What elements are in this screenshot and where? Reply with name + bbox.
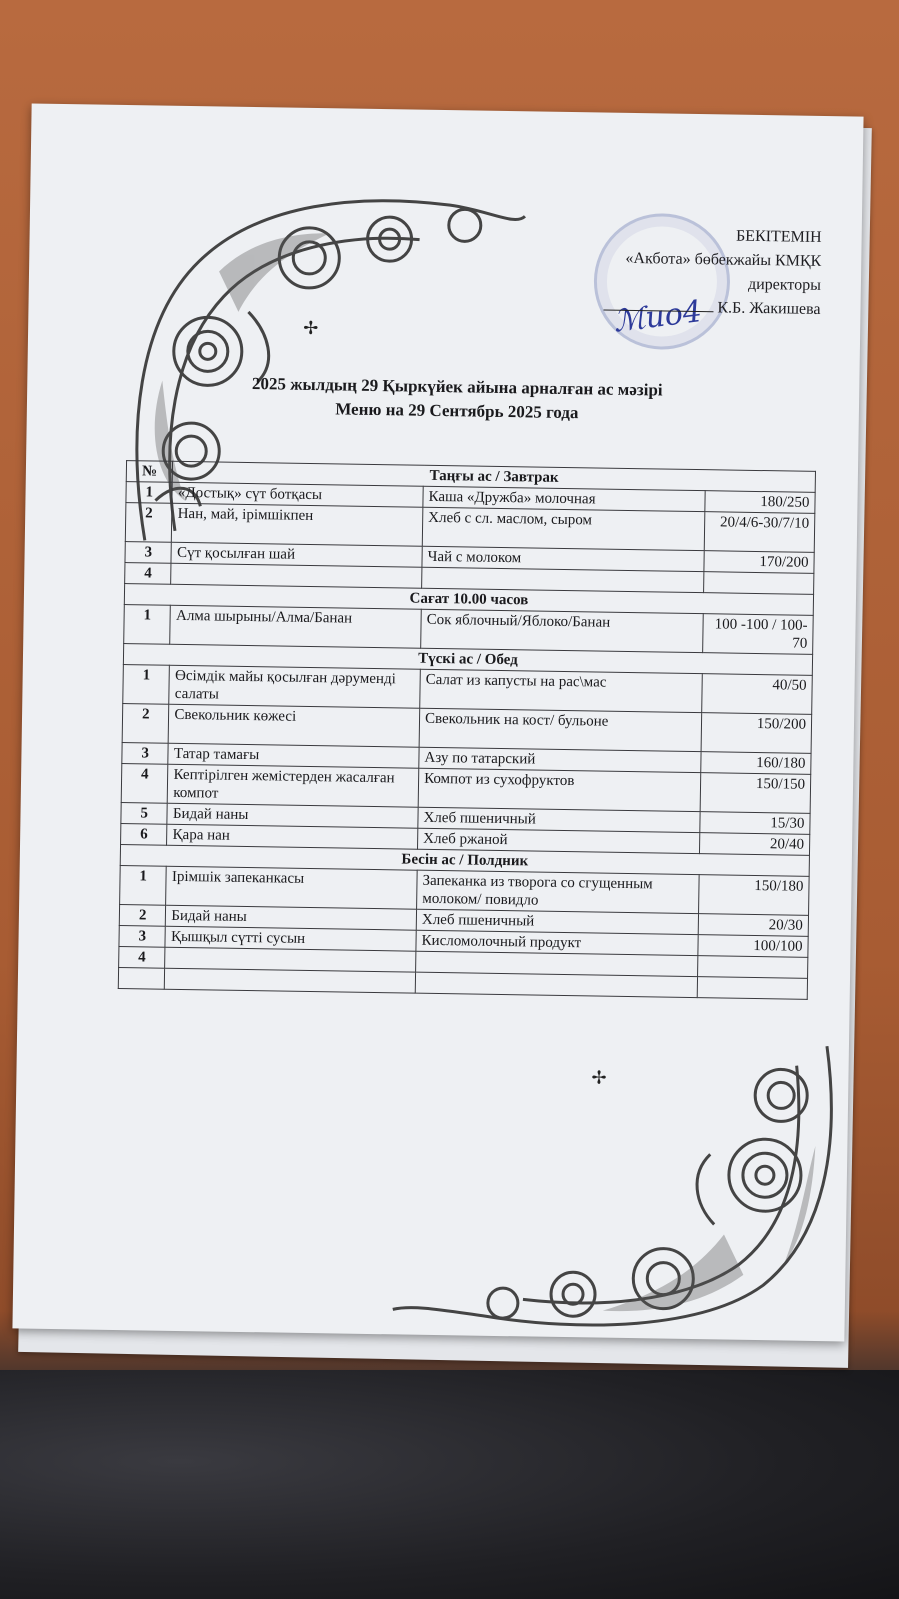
dish-kz: Сүт қосылған шай <box>171 542 422 567</box>
approval-organization: «Акбота» бөбекжайы КМҚК <box>625 249 822 270</box>
dish-weight: 150/200 <box>701 713 812 754</box>
row-number <box>118 968 165 990</box>
dish-weight: 150/180 <box>698 875 809 916</box>
ornament-bottom-right <box>382 1029 847 1336</box>
dish-ru: Запеканка из творога со сгущенным молоком/ повидло <box>417 870 699 913</box>
dish-weight: 40/50 <box>701 674 812 715</box>
menu-sheet <box>12 104 863 1342</box>
dish-ru: Кисломолочный продукт <box>416 930 698 955</box>
dish-weight: 160/180 <box>700 752 811 775</box>
dish-kz: Кептірілген жемістерден жасалған компот <box>168 764 419 807</box>
dish-ru: Сок яблочный/Яблоко/Банан <box>421 609 703 652</box>
row-number: 2 <box>119 905 166 927</box>
lunch-header: Түскі ас / Обед <box>123 644 812 676</box>
dish-kz: Свекольник көжесі <box>169 704 420 747</box>
dish-weight <box>697 977 808 1000</box>
dish-weight <box>697 956 808 979</box>
dish-ru: Чай с молоком <box>422 546 704 571</box>
title-ru: Меню на 29 Сентябрь 2025 года <box>335 399 579 423</box>
dish-weight: 15/30 <box>699 812 810 835</box>
dish-kz: Бидай наны <box>167 803 418 828</box>
dish-kz: «Достық» сүт ботқасы <box>172 482 423 507</box>
dish-kz: Өсімдік майы қосылған дәруменді салаты <box>169 665 420 708</box>
approval-name-line <box>603 295 820 322</box>
row-number: 3 <box>122 743 169 765</box>
afternoon-snack-header: Бесін ас / Полдник <box>120 845 809 877</box>
row-number: 3 <box>119 926 166 948</box>
row-number: 1 <box>124 605 171 645</box>
dish-kz: Қара нан <box>167 824 418 849</box>
dish-weight: 180/250 <box>704 491 815 514</box>
director-signature: ℳuo4 <box>611 294 704 340</box>
breakfast-header: Таңғы ас / Завтрак <box>173 461 816 492</box>
row-number: 2 <box>125 503 172 543</box>
dish-weight: 170/200 <box>704 551 815 574</box>
dish-kz: Ірімшік запеканкасы <box>166 866 417 909</box>
cross-ornament-bottom: ✢ <box>591 1067 607 1088</box>
cross-ornament-top: ✢ <box>303 317 319 339</box>
title-kz: 2025 жылдың 29 Қыркүйек айына арналған ас мәзірі <box>251 374 663 400</box>
row-number: 4 <box>121 764 168 804</box>
dish-weight: 150/150 <box>700 773 811 814</box>
number-column-header: № <box>126 461 173 483</box>
row-number: 1 <box>123 665 170 705</box>
dish-ru: Свекольник на кост/ бульоне <box>419 708 701 751</box>
dish-kz: Алма шырыны/Алма/Банан <box>170 605 421 648</box>
dish-ru: Компот из сухофруктов <box>418 768 700 811</box>
dish-weight: 100/100 <box>697 935 808 958</box>
row-number: 1 <box>120 866 167 906</box>
menu-table <box>118 460 816 1000</box>
approval-name: К.Б. Жакишева <box>717 299 821 318</box>
row-number: 4 <box>125 563 172 585</box>
snack-10-header: Сағат 10.00 часов <box>124 584 813 616</box>
dish-kz: Нан, май, ірімшікпен <box>172 503 423 546</box>
dish-ru: Азу по татарский <box>419 747 701 772</box>
row-number: 5 <box>121 803 168 825</box>
dish-weight <box>703 572 814 595</box>
signature-line <box>603 310 713 313</box>
dish-ru: Хлеб пшеничный <box>416 909 698 934</box>
menu-title <box>147 370 768 428</box>
dish-weight: 20/4/6-30/7/10 <box>704 512 815 553</box>
dish-ru <box>415 972 697 997</box>
dish-ru: Каша «Дружба» молочная <box>423 486 705 511</box>
row-number: 2 <box>122 704 169 744</box>
dish-weight: 100 -100 / 100-70 <box>702 614 813 655</box>
dish-weight: 20/40 <box>699 833 810 856</box>
desk-surface <box>0 1370 899 1599</box>
approval-position: директоры <box>747 275 822 294</box>
dish-ru: Хлеб пшеничный <box>418 807 700 832</box>
dish-kz: Татар тамағы <box>168 743 419 768</box>
row-number: 6 <box>121 824 168 846</box>
approval-title: БЕКІТЕМІН <box>735 227 822 246</box>
dish-ru: Хлеб с сл. маслом, сыром <box>422 507 704 550</box>
dish-ru: Хлеб ржаной <box>418 828 700 853</box>
dish-weight: 20/30 <box>698 914 809 937</box>
approval-block <box>603 223 822 322</box>
dish-kz: Қышқыл сүтті сусын <box>165 926 416 951</box>
row-number: 3 <box>125 542 172 564</box>
dish-ru: Салат из капусты на рас\мас <box>420 669 702 712</box>
dish-kz <box>165 968 416 993</box>
row-number: 1 <box>126 482 173 504</box>
dish-kz: Бидай наны <box>166 905 417 930</box>
row-number: 4 <box>119 947 166 969</box>
